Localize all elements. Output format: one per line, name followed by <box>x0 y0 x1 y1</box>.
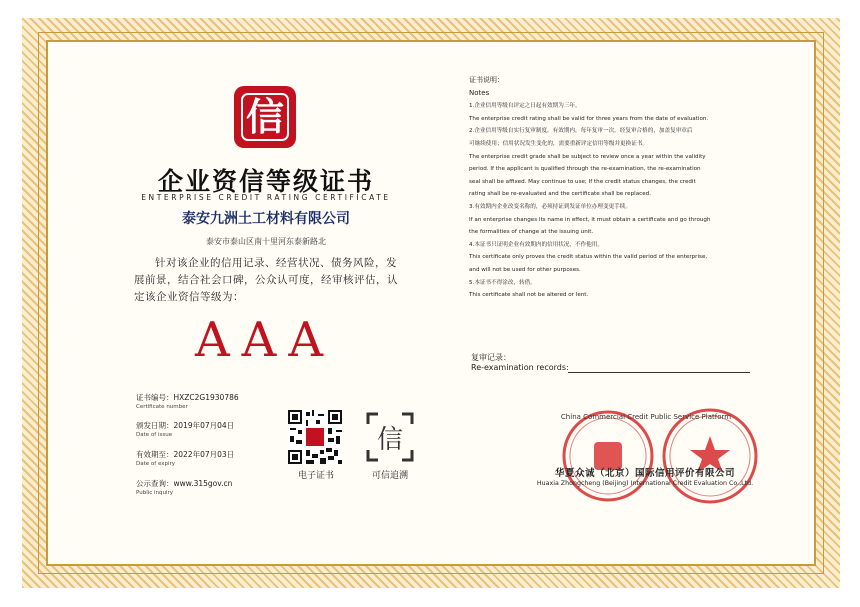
note-line: period. If the applicant is qualified through the re-examination, the re-examination <box>469 166 701 173</box>
note-line: The enterprise credit grade shall be subject to review once a year within the validity <box>469 153 706 160</box>
cert-number-en: Certificate number <box>136 404 188 410</box>
issue-date-label: 颁发日期： <box>136 421 174 430</box>
qr-label: 电子证书 <box>297 471 334 481</box>
reexam-line <box>568 372 750 373</box>
note-line: and will not be used for other purposes. <box>469 266 581 273</box>
expiry-date-label: 有效期至： <box>136 450 174 459</box>
trace-label: 可信追溯 <box>371 471 408 481</box>
cert-number <box>136 392 239 410</box>
note-line: seal shall be affixed. May continue to use; If the credit status changes, the credit <box>469 178 696 185</box>
note-line: 5.本证书不得涂改，转借。 <box>469 279 536 286</box>
expiry-date <box>136 449 234 467</box>
rating-statement: 针对该企业的信用记录、经营状况、债务风险，发展前景，结合社会口碑，公众认可度，经审核评估，认定该企业资信等级为： <box>134 257 398 303</box>
expiry-date-en: Date of expiry <box>136 461 176 467</box>
notes-heading-en: Notes <box>469 88 490 97</box>
note-line: The enterprise credit rating shall be valid for three years from the date of evaluation. <box>469 115 709 122</box>
public-inquiry <box>136 478 232 496</box>
svg-text:信: 信 <box>376 425 404 455</box>
inquiry-en: Public inquiry <box>136 490 174 496</box>
notes-section <box>469 74 769 302</box>
issue-date-value: 2019年07月04日 <box>173 421 235 430</box>
note-line: the formalities of change at the issuing unit. <box>469 229 594 236</box>
inquiry-url[interactable]: www.315gov.cn <box>173 479 233 488</box>
issue-date-en: Date of issue <box>136 432 173 438</box>
issue-date <box>136 420 234 438</box>
expiry-date-value: 2022年07月03日 <box>173 450 235 459</box>
svg-text:信: 信 <box>245 94 285 139</box>
qr-code-icon[interactable] <box>288 410 342 464</box>
reexam-label-en: Re-examination records: <box>471 363 569 372</box>
inquiry-label: 公示查询： <box>136 479 174 488</box>
credit-logo-icon <box>232 84 298 150</box>
cert-number-label: 证书编号： <box>136 393 174 402</box>
trace-icon[interactable] <box>364 410 416 464</box>
note-line: If an enterprise changes its name in effect, it must obtain a certificate and go through <box>469 216 711 223</box>
company-address: 泰安市泰山区南十里河东泰新路北 <box>206 237 326 246</box>
note-line: 3.有效期内企业改变名称的，必须持证到发证单位办理变更手续。 <box>469 203 631 210</box>
certificate-title-en: ENTERPRISE CREDIT RATING CERTIFICATE <box>141 193 391 202</box>
note-line: 可继续使用；信用状况发生变化的，需要重新评定信用等级并更换证书。 <box>469 140 649 147</box>
note-line: rating shall be re-evaluated and the certificate shall be replaced. <box>469 191 652 198</box>
cert-number-value: HXZC2G1930786 <box>173 393 239 402</box>
note-line: This certificate only proves the credit status within the valid period of the enterprise, <box>469 254 708 261</box>
issuer-name-en: Huaxia Zhongcheng (Beijing) International Credit Evaluation Co.,Ltd. <box>536 480 754 487</box>
note-line: 4.本证书只证明企业有效期内的信用状况，不作他用。 <box>469 241 603 248</box>
note-line: 2.企业信用等级自实行复审制度，有效期内，每年复审一次，经复审合格的，加盖复审章后 <box>469 128 693 135</box>
certificate-title: 企业资信等级证书 <box>157 167 374 196</box>
reexam-label: 复审记录： <box>471 353 511 362</box>
note-line: This certificate shall not be altered or lent. <box>469 292 589 299</box>
company-name: 泰安九洲土工材料有限公司 <box>182 211 350 227</box>
issuer-name: 华夏众诚（北京）国际信用评价有限公司 <box>554 468 735 479</box>
notes-heading: 证书说明： <box>469 76 504 84</box>
platform-name-en: China Commercial Credit Public Service Platform <box>560 413 732 421</box>
credit-grade: AAA <box>195 312 335 368</box>
note-line: 1.企业信用等级自评定之日起有效期为三年。 <box>469 103 581 110</box>
